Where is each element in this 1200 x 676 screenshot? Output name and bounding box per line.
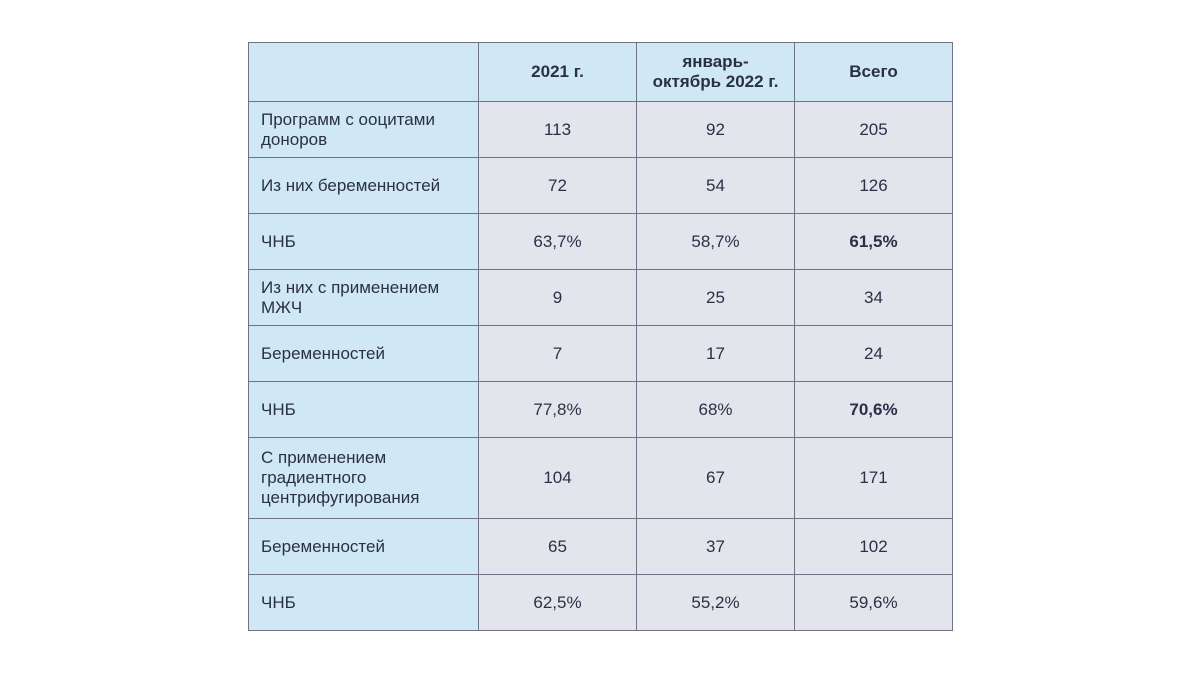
- cell-total: 102: [795, 519, 953, 575]
- table-row: [249, 326, 953, 382]
- cell-2021: 63,7%: [479, 214, 637, 270]
- cell-2022: 67: [637, 438, 795, 519]
- table-row: [249, 270, 953, 326]
- cell-total: 70,6%: [795, 382, 953, 438]
- data-table-container: [248, 42, 952, 631]
- row-label: ЧНБ: [249, 575, 479, 631]
- cell-2021: 72: [479, 158, 637, 214]
- header-2021: 2021 г.: [479, 43, 637, 102]
- header-empty-cell: [249, 43, 479, 102]
- row-label: С применением градиентного центрифугирования: [249, 438, 479, 519]
- row-label: Из них с применением МЖЧ: [249, 270, 479, 326]
- header-row: [249, 43, 953, 102]
- cell-2022: 68%: [637, 382, 795, 438]
- cell-total: 61,5%: [795, 214, 953, 270]
- results-table: [248, 42, 953, 631]
- row-label: Из них беременностей: [249, 158, 479, 214]
- row-label: Беременностей: [249, 326, 479, 382]
- cell-total: 171: [795, 438, 953, 519]
- cell-2022: 92: [637, 102, 795, 158]
- cell-2022: 17: [637, 326, 795, 382]
- cell-2022: 37: [637, 519, 795, 575]
- row-label: ЧНБ: [249, 214, 479, 270]
- cell-2022: 54: [637, 158, 795, 214]
- cell-total: 34: [795, 270, 953, 326]
- table-row: [249, 519, 953, 575]
- cell-2021: 62,5%: [479, 575, 637, 631]
- cell-2021: 104: [479, 438, 637, 519]
- cell-2021: 7: [479, 326, 637, 382]
- row-label: Программ с ооцитами доноров: [249, 102, 479, 158]
- cell-2022: 55,2%: [637, 575, 795, 631]
- table-row: [249, 382, 953, 438]
- table-row: [249, 158, 953, 214]
- cell-2022: 25: [637, 270, 795, 326]
- header-total: Всего: [795, 43, 953, 102]
- header-2022: [637, 43, 795, 102]
- header-2022-line1: январь-: [682, 52, 749, 71]
- table-row: [249, 102, 953, 158]
- cell-2022: 58,7%: [637, 214, 795, 270]
- table-row: [249, 214, 953, 270]
- cell-2021: 65: [479, 519, 637, 575]
- cell-total: 205: [795, 102, 953, 158]
- table-row: [249, 575, 953, 631]
- cell-2021: 113: [479, 102, 637, 158]
- cell-total: 24: [795, 326, 953, 382]
- cell-2021: 77,8%: [479, 382, 637, 438]
- cell-total: 59,6%: [795, 575, 953, 631]
- cell-2021: 9: [479, 270, 637, 326]
- header-2022-line2: октябрь 2022 г.: [652, 72, 779, 91]
- row-label: Беременностей: [249, 519, 479, 575]
- cell-total: 126: [795, 158, 953, 214]
- table-row: [249, 438, 953, 519]
- row-label: ЧНБ: [249, 382, 479, 438]
